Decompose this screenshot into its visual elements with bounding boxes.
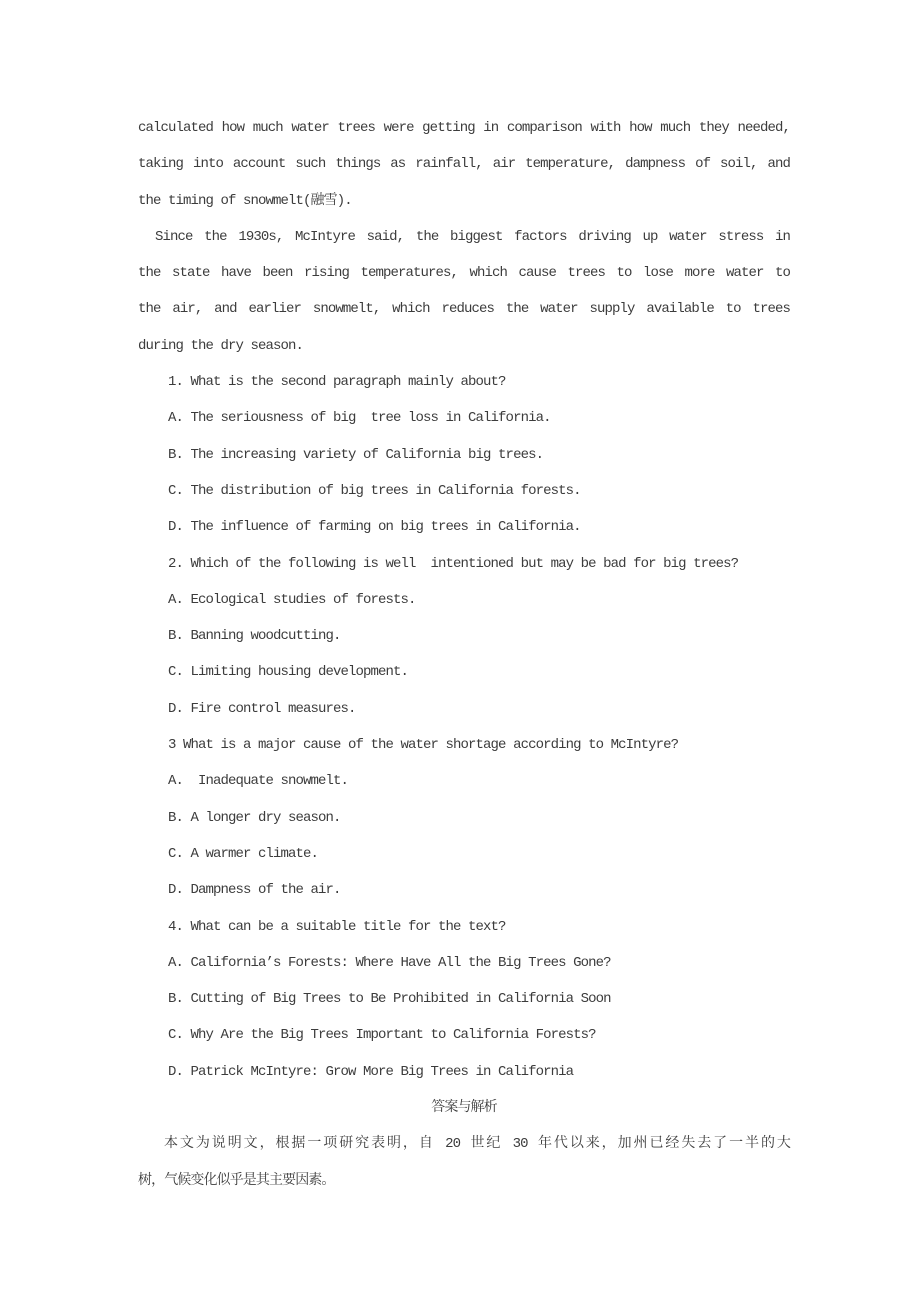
- question-option: A. Inadequate snowmelt.: [168, 773, 349, 790]
- question-option: C. A warmer climate.: [168, 845, 319, 862]
- analysis-line: 本文为说明文，根据一项研究表明，自 20 世纪 30 年代以来，加州已经失去了一半的大: [164, 1136, 790, 1153]
- question-stem: 1. What is the second paragraph mainly about?: [168, 374, 506, 391]
- answer-heading: 答案与解析: [431, 1100, 497, 1117]
- question-option: D. Dampness of the air.: [168, 882, 341, 899]
- question-option: D. Fire control measures.: [168, 700, 356, 717]
- question-option: C. Limiting housing development.: [168, 664, 409, 681]
- passage-line: the air, and earlier snowmelt, which reduces the water supply available to trees: [138, 301, 790, 318]
- question-option: D. The influence of farming on big trees in California.: [168, 519, 581, 536]
- passage-line: during the dry season.: [138, 337, 304, 354]
- question-option: B. A longer dry season.: [168, 809, 341, 826]
- question-option: B. The increasing variety of California big trees.: [168, 446, 544, 463]
- question-option: A. Ecological studies of forests.: [168, 591, 416, 608]
- question-option: C. Why Are the Big Trees Important to California Forests?: [168, 1027, 596, 1044]
- question-stem: 4. What can be a suitable title for the text?: [168, 918, 506, 935]
- question-option: A. The seriousness of big tree loss in California.: [168, 410, 551, 427]
- question-option: A. California’s Forests: Where Have All the Big Trees Gone?: [168, 954, 611, 971]
- passage-line: the timing of snowmelt(融雪).: [138, 192, 352, 209]
- passage-line: taking into account such things as rainfall, air temperature, dampness of soil, and: [138, 156, 790, 173]
- passage-line: calculated how much water trees were getting in comparison with how much they needed,: [138, 120, 790, 136]
- passage-line: the state have been rising temperatures, which cause trees to lose more water to: [138, 265, 790, 282]
- analysis-line: 树，气候变化似乎是其主要因素。: [138, 1172, 335, 1189]
- passage-line: Since the 1930s, McIntyre said, the biggest factors driving up water stress in: [155, 228, 790, 245]
- document-content: [138, 110, 790, 1199]
- question-stem: 3 What is a major cause of the water shortage according to McIntyre?: [168, 737, 679, 754]
- question-stem: 2. Which of the following is well intentioned but may be bad for big trees?: [168, 555, 739, 572]
- question-option: C. The distribution of big trees in California forests.: [168, 482, 581, 499]
- question-option: B. Cutting of Big Trees to Be Prohibited in California Soon: [168, 991, 611, 1008]
- question-option: D. Patrick McIntyre: Grow More Big Trees in California: [168, 1063, 574, 1080]
- question-option: B. Banning woodcutting.: [168, 628, 341, 645]
